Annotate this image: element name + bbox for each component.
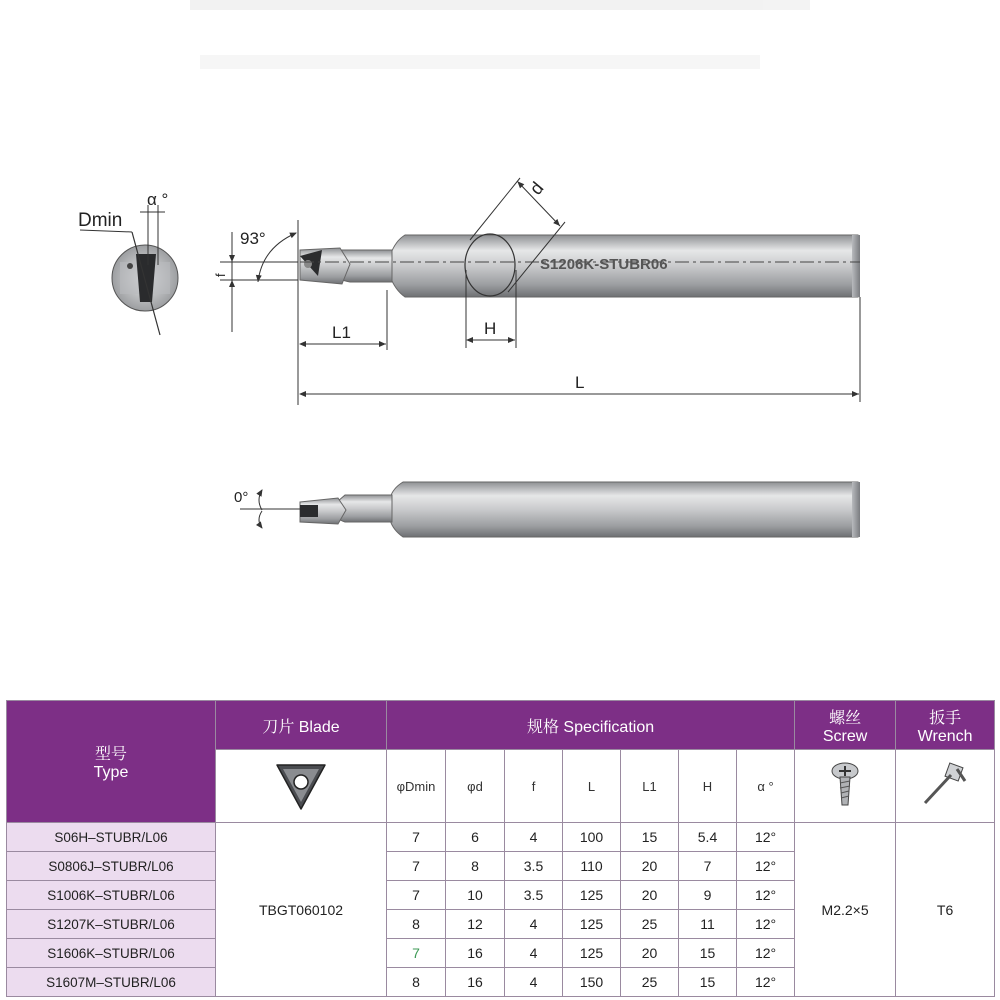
wrench-icon <box>896 750 995 823</box>
col-dmin: φDmin <box>387 750 446 823</box>
row-4-d: 16 <box>446 939 505 968</box>
row-3-f: 4 <box>505 910 563 939</box>
angle-93-label: 93° <box>240 229 266 248</box>
row-5-d: 16 <box>446 968 505 997</box>
row-4-l: 125 <box>563 939 621 968</box>
l-label: L <box>575 373 585 392</box>
row-0-l1: 15 <box>621 823 679 852</box>
row-2-h: 9 <box>679 881 737 910</box>
row-4-f: 4 <box>505 939 563 968</box>
row-5-f: 4 <box>505 968 563 997</box>
type-header-en: Type <box>93 764 129 781</box>
side-view <box>234 482 860 537</box>
row-3-h: 11 <box>679 910 737 939</box>
row-2-type: S1006K–STUBR/L06 <box>7 881 216 910</box>
row-4-dmin: 7 <box>387 939 446 968</box>
blade-code: TBGT060102 <box>216 823 387 997</box>
row-4-alpha: 12° <box>737 939 795 968</box>
row-1-d: 8 <box>446 852 505 881</box>
row-5-dmin: 8 <box>387 968 446 997</box>
faint-header-band <box>190 0 810 69</box>
wrench-header-en: Wrench <box>917 727 973 745</box>
row-1-l: 110 <box>563 852 621 881</box>
row-5-l: 150 <box>563 968 621 997</box>
h-label: H <box>484 319 497 338</box>
row-3-l1: 25 <box>621 910 679 939</box>
screw-header-en: Screw <box>822 727 868 745</box>
zero-angle-label: 0° <box>234 489 249 506</box>
col-f: f <box>505 750 563 823</box>
row-1-l1: 20 <box>621 852 679 881</box>
row-1-type: S0806J–STUBR/L06 <box>7 852 216 881</box>
wrench-header-cn: 扳手 <box>929 709 962 727</box>
row-2-l: 125 <box>563 881 621 910</box>
col-h: H <box>679 750 737 823</box>
row-0-type: S06H–STUBR/L06 <box>7 823 216 852</box>
row-1-f: 3.5 <box>505 852 563 881</box>
row-5-l1: 25 <box>621 968 679 997</box>
row-5-h: 15 <box>679 968 737 997</box>
screw-header <box>795 701 896 750</box>
row-3-type: S1207K–STUBR/L06 <box>7 910 216 939</box>
row-1-dmin: 7 <box>387 852 446 881</box>
row-2-d: 10 <box>446 881 505 910</box>
wrench-header <box>896 701 995 750</box>
row-3-d: 12 <box>446 910 505 939</box>
row-3-alpha: 12° <box>737 910 795 939</box>
type-header-cn: 型号 <box>94 746 127 763</box>
row-0-f: 4 <box>505 823 563 852</box>
dmin-label: Dmin <box>78 210 123 231</box>
screw-header-cn: 螺丝 <box>829 709 862 727</box>
wrench-code: T6 <box>896 823 995 997</box>
row-4-h: 15 <box>679 939 737 968</box>
f-label: f <box>213 273 228 277</box>
col-d: φd <box>446 750 505 823</box>
d-label: d <box>525 178 548 199</box>
row-5-alpha: 12° <box>737 968 795 997</box>
spec-header: 规格 Specification <box>387 701 795 750</box>
row-0-dmin: 7 <box>387 823 446 852</box>
col-alpha: α ° <box>737 750 795 823</box>
row-4-type: S1606K–STUBR/L06 <box>7 939 216 968</box>
row-1-alpha: 12° <box>737 852 795 881</box>
top-view <box>213 178 860 405</box>
row-2-alpha: 12° <box>737 881 795 910</box>
blade-header: 刀片 Blade <box>216 701 387 750</box>
row-3-l: 125 <box>563 910 621 939</box>
l1-label: L1 <box>332 323 351 342</box>
row-3-dmin: 8 <box>387 910 446 939</box>
type-header <box>7 701 216 823</box>
shank-marking: S1206K-STUBR06 <box>540 256 668 273</box>
screw-code: M2.2×5 <box>795 823 896 997</box>
alpha-label: α ° <box>147 190 169 209</box>
row-4-l1: 20 <box>621 939 679 968</box>
blade-insert-icon <box>216 750 387 823</box>
screw-icon <box>795 750 896 823</box>
col-l: L <box>563 750 621 823</box>
col-l1: L1 <box>621 750 679 823</box>
row-0-d: 6 <box>446 823 505 852</box>
specification-table <box>6 700 995 997</box>
row-0-h: 5.4 <box>679 823 737 852</box>
row-2-f: 3.5 <box>505 881 563 910</box>
end-view <box>78 190 178 335</box>
row-0-alpha: 12° <box>737 823 795 852</box>
row-0-l: 100 <box>563 823 621 852</box>
row-2-dmin: 7 <box>387 881 446 910</box>
row-2-l1: 20 <box>621 881 679 910</box>
row-5-type: S1607M–STUBR/L06 <box>7 968 216 997</box>
row-1-h: 7 <box>679 852 737 881</box>
